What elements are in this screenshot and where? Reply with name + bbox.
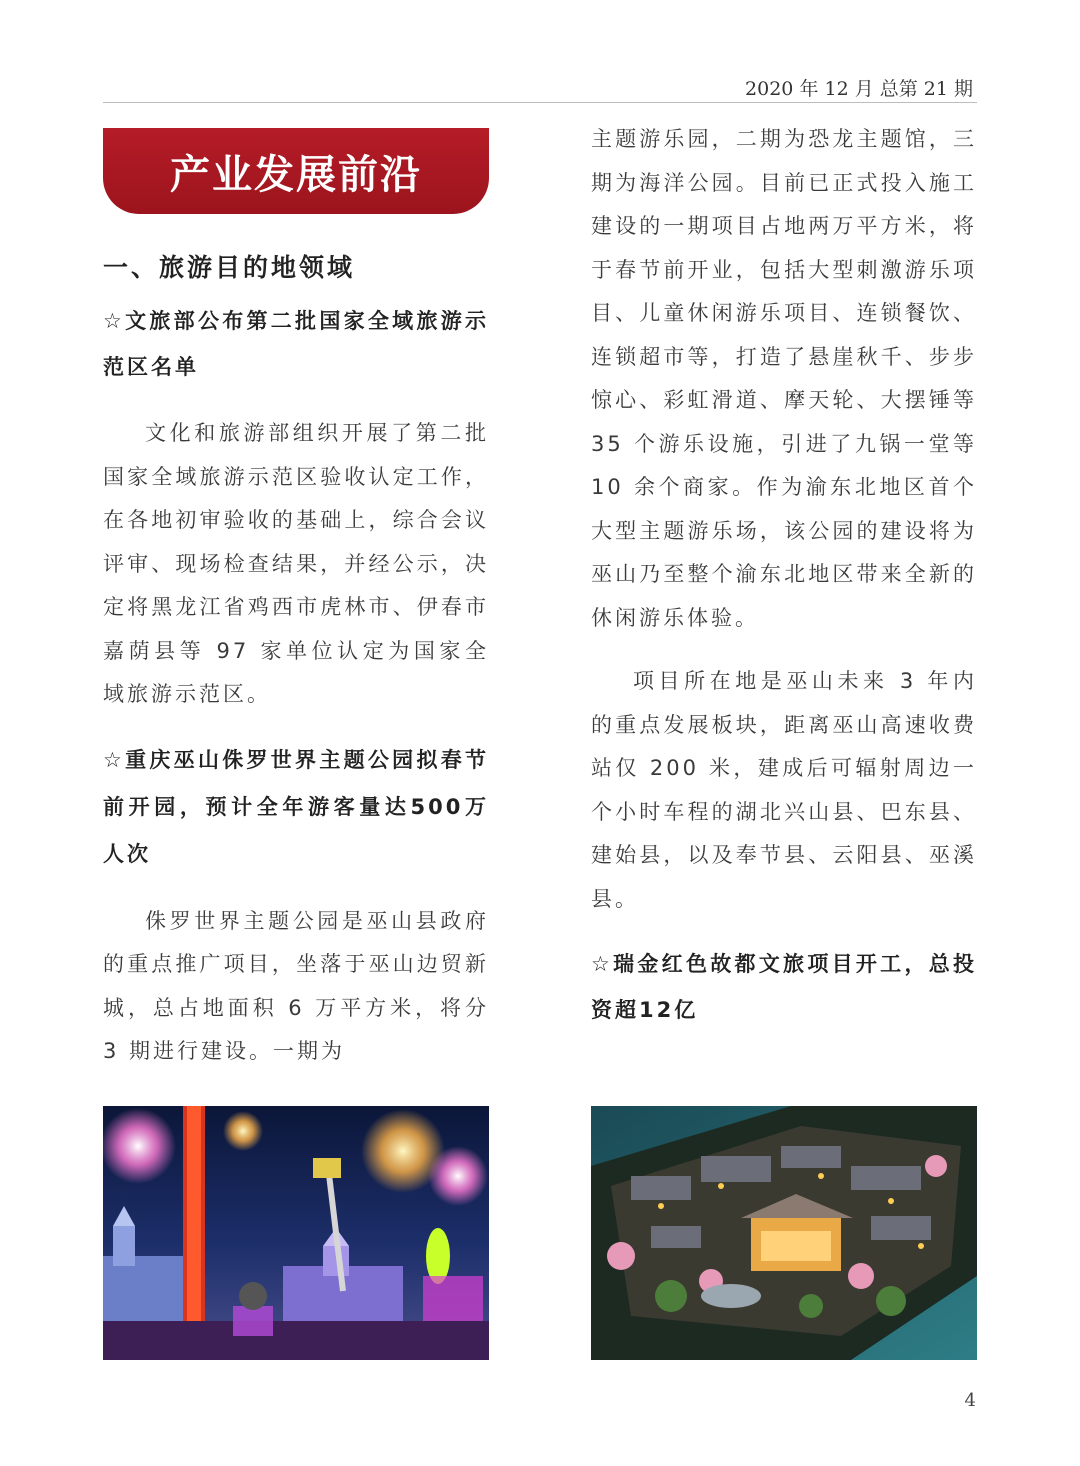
item3-title: ☆瑞金红色故都文旅项目开工，总投资超12亿 xyxy=(591,952,977,1022)
issue-label: 2020 年 12 月 总第 21 期 xyxy=(745,78,973,100)
left-column xyxy=(103,240,489,1074)
section-banner xyxy=(103,128,489,214)
section-heading: 一、旅游目的地领域 xyxy=(103,253,356,282)
page-header xyxy=(103,72,977,103)
item1-title: ☆文旅部公布第二批国家全域旅游示范区名单 xyxy=(103,309,489,379)
item1-body: 文化和旅游部组织开展了第二批国家全域旅游示范区验收认定工作，在各地初审验收的基础上，综合会议评审、现场检查结果，并经公示，决定将黑龙江省鸡西市虎林市、伊春市嘉荫县等 97 家单位认定为国家全域旅游示范区。 xyxy=(103,421,489,706)
ancient-town-photo xyxy=(591,1106,977,1360)
banner-title: 产业发展前沿 xyxy=(170,151,422,198)
item2-title: ☆重庆巫山侏罗世界主题公园拟春节前开园，预计全年游客量达500万人次 xyxy=(103,747,489,866)
item2-body: 侏罗世界主题公园是巫山县政府的重点推广项目，坐落于巫山边贸新城，总占地面积 6 万平方米，将分 3 期进行建设。一期为 xyxy=(103,908,489,1063)
theme-park-photo xyxy=(103,1106,489,1360)
item2-body-para2: 项目所在地是巫山未来 3 年内的重点发展板块，距离巫山高速收费站仅 200 米，建成后可辐射周边一个小时车程的湖北兴山县、巴东县、建始县，以及奉节县、云阳县、巫溪县。 xyxy=(591,669,977,911)
item2-body-continued: 主题游乐园，二期为恐龙主题馆，三期为海洋公园。目前已正式投入施工建设的一期项目占地两万平方米，将于春节前开业，包括大型刺激游乐项目、儿童休闲游乐项目、连锁餐饮、连锁超市等，打造了悬崖秋千、步步惊心、彩虹滑道、摩天轮、大摆锤等 35 个游乐设施，引进了九锅一堂等 10 余个商家。作为渝东北地区首个大型主题游乐场，该公园的建设将为巫山乃至整个渝东北地区带来全新的休闲游乐体验。 xyxy=(591,127,977,630)
right-column xyxy=(591,118,977,1033)
page-number: 4 xyxy=(964,1390,976,1411)
